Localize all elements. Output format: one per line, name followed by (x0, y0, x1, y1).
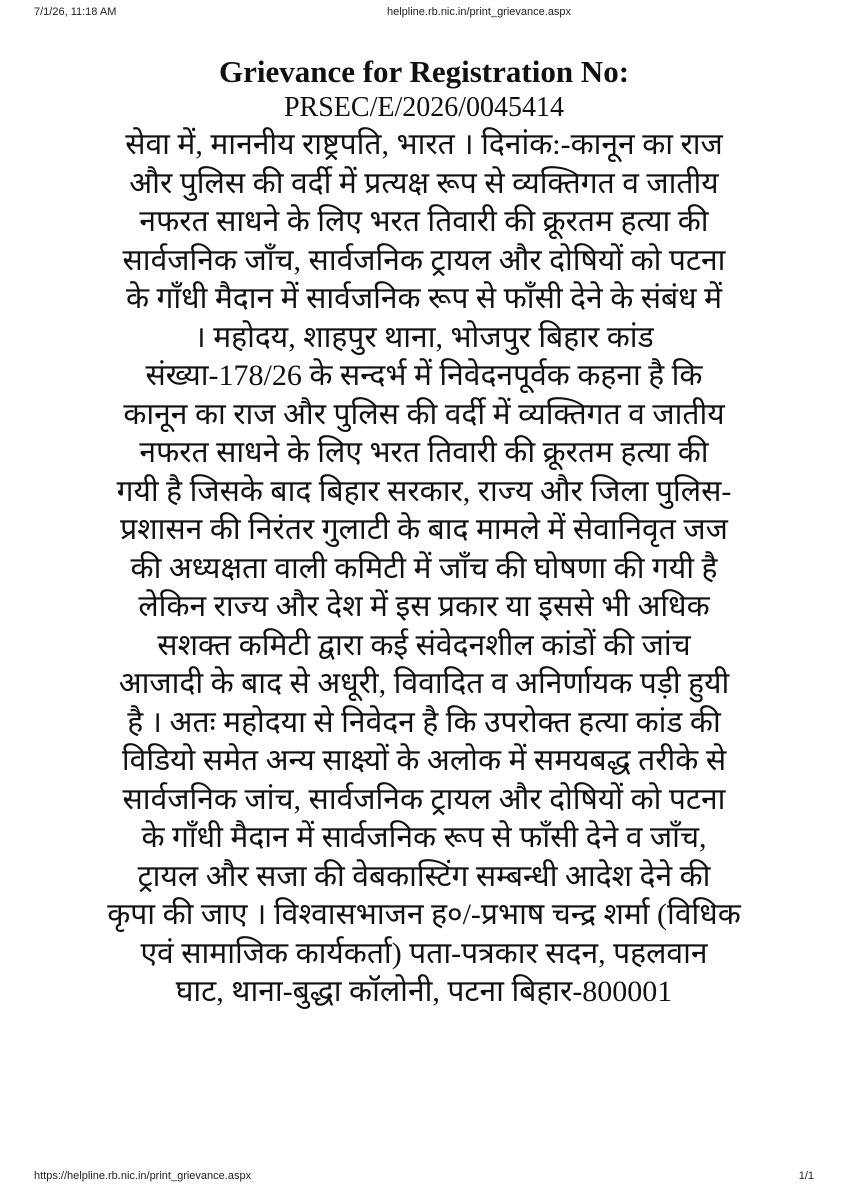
body-line: के गाँधी मैदान में सार्वजनिक रूप से फाँसी देने के संबंध में (125, 282, 723, 315)
body-line: और पुलिस की वर्दी में प्रत्यक्ष रूप से व्यक्तिगत व जातीय (129, 166, 719, 200)
body-line: सशक्त कमिटी द्वारा कई संवेदनशील कांडों की जांच (157, 628, 691, 662)
body-line: आजादी के बाद से अधूरी, विवादित व अनिर्णायक पड़ी हुयी (118, 667, 730, 700)
body-line: नफरत साधने के लिए भरत तिवारी की क्रूरतम हत्या की (139, 436, 709, 469)
print-header (0, 6, 848, 26)
body-line: घाट, थाना-बुद्धा कॉलोनी, पटना बिहार-800001 (175, 975, 673, 1008)
body-line: लेकिन राज्य और देश में इस प्रकार या इससे भी अधिक (138, 590, 710, 623)
body-line: सार्वजनिक जाँच, सार्वजनिक ट्रायल और दोषियों को पटना (122, 243, 726, 277)
body-line: नफरत साधने के लिए भरत तिवारी की क्रूरतम हत्या की (139, 205, 709, 238)
document-title: Grievance for Registration No: (218, 54, 630, 89)
body-line: की अध्यक्षता वाली कमिटी में जाँच की घोषणा की गयी है (130, 551, 718, 585)
print-datetime: 7/1/26, 11:18 AM (34, 6, 117, 18)
body-line: संख्या-178/26 के सन्दर्भ में निवेदनपूर्वक कहना है कि (145, 359, 703, 392)
registration-number: PRSEC/E/2026/0045414 (283, 92, 565, 123)
body-line: ट्रायल और सजा की वेबकास्टिंग सम्बन्धी आदेश देने की (137, 859, 711, 893)
body-line: के गाँधी मैदान में सार्वजनिक रूप से फाँसी देने व जाँच, (141, 821, 707, 854)
print-url: https://helpline.rb.nic.in/print_grievance.aspx (34, 1170, 252, 1182)
body-line: । महोदय, शाहपुर थाना, भोजपुर बिहार कांड (194, 320, 654, 354)
body-line: एवं सामाजिक कार्यकर्ता) पता-पत्रकार सदन, पहलवान (140, 936, 708, 970)
grievance-body (40, 126, 808, 1012)
body-line: सार्वजनिक जांच, सार्वजनिक ट्रायल और दोषियों को पटना (122, 782, 726, 816)
body-line: कृपा की जाए । विश्वासभाजन ह०/-प्रभाष चन्द्र शर्मा (विधिक (107, 898, 741, 931)
print-page-title: helpline.rb.nic.in/print_grievance.aspx (387, 6, 572, 18)
page-indicator: 1/1 (798, 1170, 814, 1182)
body-line: है । अतः महोदया से निवेदन है कि उपरोक्त हत्या कांड की (127, 705, 721, 739)
body-line: विडियो समेत अन्य साक्ष्यों के अलोक में समयबद्ध तरीके से (121, 744, 727, 777)
body-line: गयी है जिसके बाद बिहार सरकार, राज्य और जिला पुलिस- (116, 474, 732, 508)
grievance-document (40, 54, 808, 1012)
body-line: कानून का राज और पुलिस की वर्दी में व्यक्तिगत व जातीय (123, 397, 725, 431)
body-line: प्रशासन की निरंतर गुलाटी के बाद मामले में सेवानिवृत जज (120, 513, 728, 546)
body-line: सेवा में, माननीय राष्ट्रपति, भारत । दिनांक:-कानून का राज (125, 128, 723, 161)
print-footer (0, 1170, 848, 1190)
